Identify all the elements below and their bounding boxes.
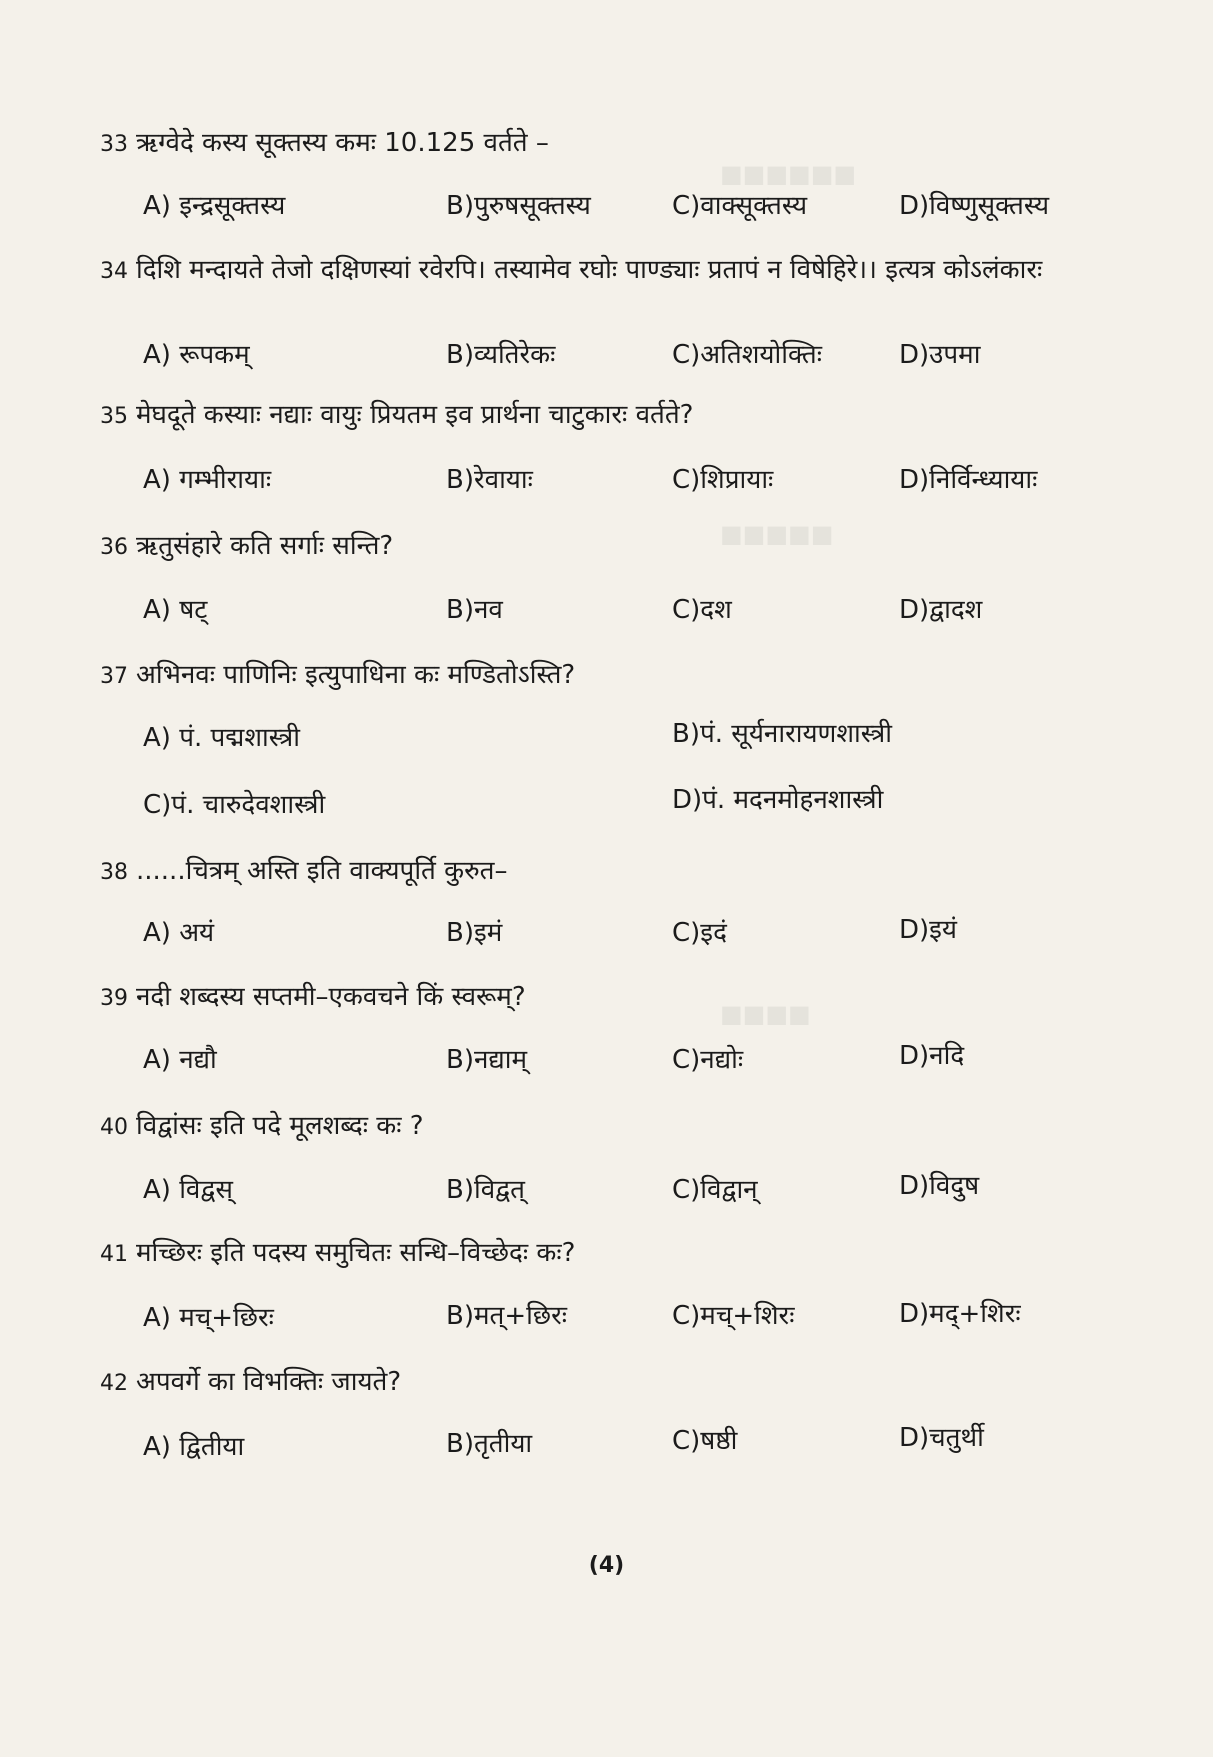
option-c: C)इदं xyxy=(672,918,727,948)
option-c: C)मच्+शिरः xyxy=(672,1301,795,1331)
question-number: 40 xyxy=(100,1115,128,1140)
question-text: 33 ऋग्वेदे कस्य सूक्तस्य कमः 10.125 वर्तते – xyxy=(100,121,1110,167)
question-number: 33 xyxy=(100,132,128,157)
option-d: D)नदि xyxy=(899,1041,965,1071)
option-d: D)विष्णुसूक्तस्य xyxy=(899,191,1050,221)
option-d: D)निर्विन्ध्यायाः xyxy=(899,465,1038,495)
option-b: B)नद्याम् xyxy=(446,1045,528,1075)
question-text: 35 मेघदूते कस्याः नद्याः वायुः प्रियतम इव प्रार्थना चाटुकारः वर्तते? xyxy=(100,393,1110,439)
option-b: B)नव xyxy=(446,595,503,625)
option-a: A) मच्+छिरः xyxy=(143,1303,274,1333)
option-c: C)शिप्रायाः xyxy=(672,465,774,495)
option-d: D)विदुष xyxy=(899,1171,980,1201)
option-d: D)उपमा xyxy=(899,340,981,370)
option-d: D)पं. मदनमोहनशास्त्री xyxy=(672,785,884,815)
question-34 xyxy=(100,248,1110,294)
option-a: A) विद्वस् xyxy=(143,1175,233,1205)
question-number: 35 xyxy=(100,404,128,429)
question-42 xyxy=(100,1360,1110,1406)
option-b: B)तृतीया xyxy=(446,1429,533,1459)
option-c: C)पं. चारुदेवशास्त्री xyxy=(143,790,326,820)
question-text: 41 मच्छिरः इति पदस्य समुचितः सन्धि–विच्छेदः कः? xyxy=(100,1231,1110,1277)
question-number: 39 xyxy=(100,986,128,1011)
question-number: 38 xyxy=(100,860,128,885)
option-c: C)अतिशयोक्तिः xyxy=(672,340,822,370)
option-c: C)दश xyxy=(672,595,732,625)
option-b: B)मत्+छिरः xyxy=(446,1301,567,1331)
question-35 xyxy=(100,393,1110,439)
option-b: B)विद्वत् xyxy=(446,1175,525,1205)
option-a: A) नद्यौ xyxy=(143,1045,217,1075)
option-c: C)नद्योः xyxy=(672,1045,744,1075)
question-number: 36 xyxy=(100,535,128,560)
question-40 xyxy=(100,1104,1110,1150)
option-a: A) द्वितीया xyxy=(143,1432,245,1462)
option-c: C)वाक्सूक्तस्य xyxy=(672,191,808,221)
option-a: A) पं. पद्मशास्त्री xyxy=(143,723,300,753)
exam-page: ■■■■■■ ■■■■■ ■■■■ 33 ऋग्वेदे कस्य सूक्तस्य कमः 10.125 वर्तते – A) इन्द्रसूक्तस्य B)पुरुषसूक्तस्य C)वाक्सूक्तस्य D)विष्णुसूक्तस्य 34 दिशि मन्दायते तेजो दक्षिणस्यां रवेरपि। तस्यामेव रघोः पाण्ड्याः प्रतापं न विषेहिरे।। इत्यत्र कोऽलंकारः A) रूपकम् B)व्यतिरेकः C)अतिशयोक्तिः D)उपमा 35 मेघदूते कस्याः नद्याः वायुः प्रियतम इव प्रार्थना चाटुकारः वर्तते? A) गम्भीरायाः B)रेवायाः C)शिप्रायाः D)निर्विन्ध्यायाः 36 ऋतुसंहारे कति सर्गाः सन्ति? A) षट् B)नव C)दश D)द्वादश 37 अभिनवः पाणिनिः इत्युपाधिना कः मण्डितोऽस्ति? A) पं. पद्मशास्त्री B)पं. सूर्यनारायणशास्त्री C)पं. चारुदेवशास्त्री D)पं. मदनमोहनशास्त्री 38 ......चित्रम् अस्ति इति वाक्यपूर्ति कुरुत– A) अयं B)इमं C)इदं D)इयं 39 नदी शब्दस्य सप्तमी–एकवचने किं स्वरूम्? A) नद्यौ B)नद्याम् C)नद्योः D)नदि 40 विद्वांसः इति पदे मूलशब्दः कः ? A) विद्वस् B)विद्वत् C)विद्वान् D)विदुष 41 मच्छिरः इति पदस्य समुचितः सन्धि–विच्छेदः कः? A) मच्+छिरः B)मत्+छिरः C)मच्+शिरः D)मद्+शिरः 42 अपवर्गे का विभक्तिः जायते? A) द्वितीया B)तृतीया C)षष्ठी D)चतुर्थी (4) xyxy=(0,0,1213,1757)
question-number: 34 xyxy=(100,259,128,284)
question-text: 37 अभिनवः पाणिनिः इत्युपाधिना कः मण्डितोऽस्ति? xyxy=(100,653,1110,699)
question-text: 40 विद्वांसः इति पदे मूलशब्दः कः ? xyxy=(100,1104,1110,1150)
option-b: B)इमं xyxy=(446,918,503,948)
question-text: 38 ......चित्रम् अस्ति इति वाक्यपूर्ति कुरुत– xyxy=(100,849,1110,895)
option-a: A) रूपकम् xyxy=(143,340,250,370)
option-a: A) अयं xyxy=(143,918,215,948)
question-38 xyxy=(100,849,1110,895)
question-37 xyxy=(100,653,1110,699)
option-b: B)रेवायाः xyxy=(446,465,533,495)
option-d: D)चतुर्थी xyxy=(899,1423,984,1453)
option-b: B)पं. सूर्यनारायणशास्त्री xyxy=(672,719,892,749)
option-b: B)पुरुषसूक्तस्य xyxy=(446,191,591,221)
option-a: A) गम्भीरायाः xyxy=(143,465,272,495)
question-33 xyxy=(100,121,1110,167)
question-36 xyxy=(100,524,1110,570)
question-number: 37 xyxy=(100,664,128,689)
question-39 xyxy=(100,975,1110,1021)
question-text: 42 अपवर्गे का विभक्तिः जायते? xyxy=(100,1360,1110,1406)
option-d: D)द्वादश xyxy=(899,595,983,625)
option-a: A) षट् xyxy=(143,595,208,625)
question-41 xyxy=(100,1231,1110,1277)
question-text: 39 नदी शब्दस्य सप्तमी–एकवचने किं स्वरूम्? xyxy=(100,975,1110,1021)
option-b: B)व्यतिरेकः xyxy=(446,340,556,370)
option-a: A) इन्द्रसूक्तस्य xyxy=(143,191,286,221)
question-number: 41 xyxy=(100,1242,128,1267)
page-number: (4) xyxy=(588,1553,625,1578)
question-text: 34 दिशि मन्दायते तेजो दक्षिणस्यां रवेरपि। तस्यामेव रघोः पाण्ड्याः प्रतापं न विषेहिरे।। इत्यत्र कोऽलंकारः xyxy=(100,248,1110,294)
option-c: C)विद्वान् xyxy=(672,1175,758,1205)
question-number: 42 xyxy=(100,1371,128,1396)
option-d: D)इयं xyxy=(899,915,958,945)
option-d: D)मद्+शिरः xyxy=(899,1299,1021,1329)
question-text: 36 ऋतुसंहारे कति सर्गाः सन्ति? xyxy=(100,524,1110,570)
option-c: C)षष्ठी xyxy=(672,1426,738,1456)
